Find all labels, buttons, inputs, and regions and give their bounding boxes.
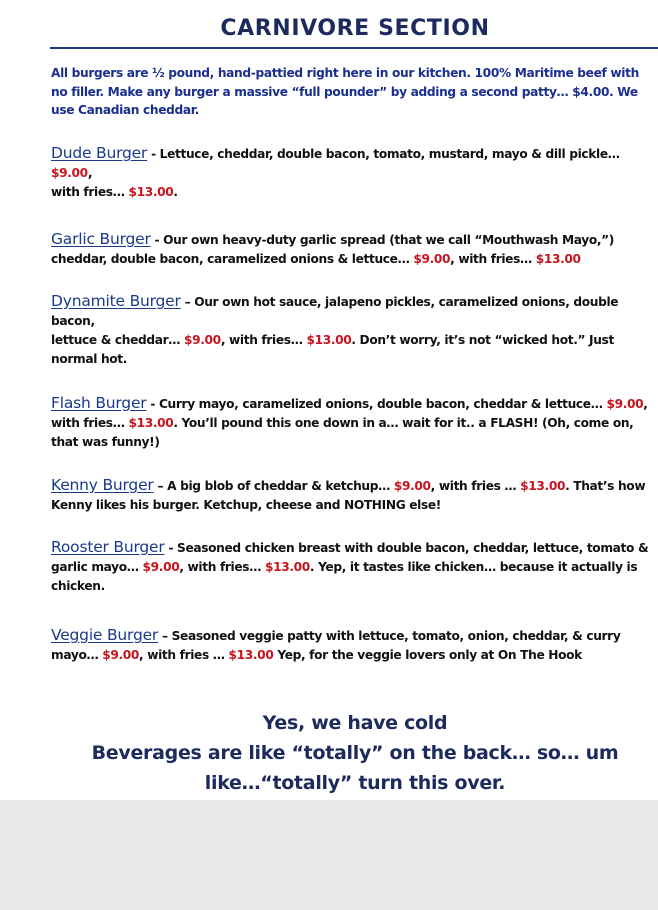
item-name: Veggie Burger	[51, 626, 159, 644]
item-fries-price: $13.00	[128, 416, 174, 430]
item-fries-price: $13.00	[520, 479, 566, 493]
menu-item-flash-burger	[51, 394, 658, 452]
item-price: $9.00	[142, 560, 180, 574]
menu-item-veggie-burger	[51, 626, 658, 665]
item-tail: . You’ll pound this one down in a… wait for it.. a FLASH! (Oh, come on, that was funny!)	[51, 416, 634, 449]
item-fries-price: $13.00	[264, 560, 310, 574]
item-name: Dude Burger	[51, 144, 148, 162]
item-description: - Curry mayo, caramelized onions, double bacon, cheddar & lettuce…	[146, 397, 607, 411]
closing-line-3: like…“totally” turn this over.	[204, 772, 506, 794]
item-price: $9.00	[393, 479, 431, 493]
menu-item-garlic-burger	[51, 230, 658, 269]
item-description: – Seasoned veggie patty with lettuce, tomato, onion, cheddar, & curry mayo…	[51, 629, 621, 662]
item-price: $9.00	[102, 648, 140, 662]
intro-text: All burgers are ½ pound, hand-pattied right here in our kitchen. 100% Maritime beef with no filler. Make any burger a massive “full pounder” by adding a second patty… $4.00. We use Canadian cheddar.	[51, 66, 639, 117]
item-fries-text: with fries…	[51, 185, 129, 199]
menu-item-kenny-burger	[51, 476, 658, 515]
menu-item-rooster-burger	[51, 538, 658, 596]
item-description: - Lettuce, cheddar, double bacon, tomato, mustard, mayo & dill pickle…	[147, 147, 620, 161]
item-fries-text: , with fries …	[139, 648, 229, 662]
item-fries-price: $13.00	[535, 252, 581, 266]
item-fries-text: , with fries…	[51, 397, 648, 430]
section-heading: CARNIVORE SECTION	[220, 16, 490, 41]
item-name: Rooster Burger	[51, 538, 165, 556]
item-description: - Seasoned chicken breast with double bacon, cheddar, lettuce, tomato & garlic mayo…	[51, 541, 649, 574]
item-tail: Yep, for the veggie lovers only at On The Hook	[273, 648, 582, 662]
item-price: $9.00	[413, 252, 451, 266]
item-fries-price: $13.00	[306, 333, 352, 347]
item-fries-text: , with fries…	[179, 560, 265, 574]
closing-note	[0, 708, 658, 798]
item-description-cont: lettuce & cheddar…	[51, 333, 185, 347]
item-fries-price: $13.00	[228, 648, 274, 662]
item-fries-text: , with fries…	[220, 333, 307, 347]
closing-line-2: Beverages are like “totally” on the back… so… um	[91, 742, 619, 764]
item-name: Garlic Burger	[51, 230, 151, 248]
closing-line-1: Yes, we have cold	[262, 712, 448, 734]
item-tail: . That’s how Kenny likes his burger. Ketchup, cheese and NOTHING else!	[51, 479, 646, 512]
item-price: $9.00	[51, 166, 88, 180]
heading-divider	[50, 47, 658, 49]
item-description: - Our own heavy-duty garlic spread (that we call “Mouthwash Mayo,”) cheddar, double bacon, caramelized onions & lettuce…	[51, 233, 615, 266]
item-name: Dynamite Burger	[51, 292, 181, 310]
item-fries-text: , with fries…	[450, 252, 536, 266]
item-description: – A big blob of cheddar & ketchup…	[153, 479, 394, 493]
item-tail: .	[173, 185, 178, 199]
item-price: $9.00	[184, 333, 221, 347]
item-tail: . Yep, it tastes like chicken… because it actually is chicken.	[51, 560, 638, 593]
item-name: Flash Burger	[51, 394, 147, 412]
item-tail: . Don’t worry, it’s not “wicked hot.” Just normal hot.	[51, 333, 614, 366]
menu-item-dynamite-burger	[51, 292, 658, 369]
item-separator: ,	[87, 166, 93, 180]
item-description: – Our own hot sauce, jalapeno pickles, caramelized onions, double bacon,	[51, 295, 619, 328]
item-fries-text: , with fries …	[430, 479, 521, 493]
item-name: Kenny Burger	[51, 476, 154, 494]
menu-item-dude-burger	[51, 144, 658, 202]
item-price: $9.00	[606, 397, 644, 411]
item-fries-price: $13.00	[128, 185, 174, 199]
